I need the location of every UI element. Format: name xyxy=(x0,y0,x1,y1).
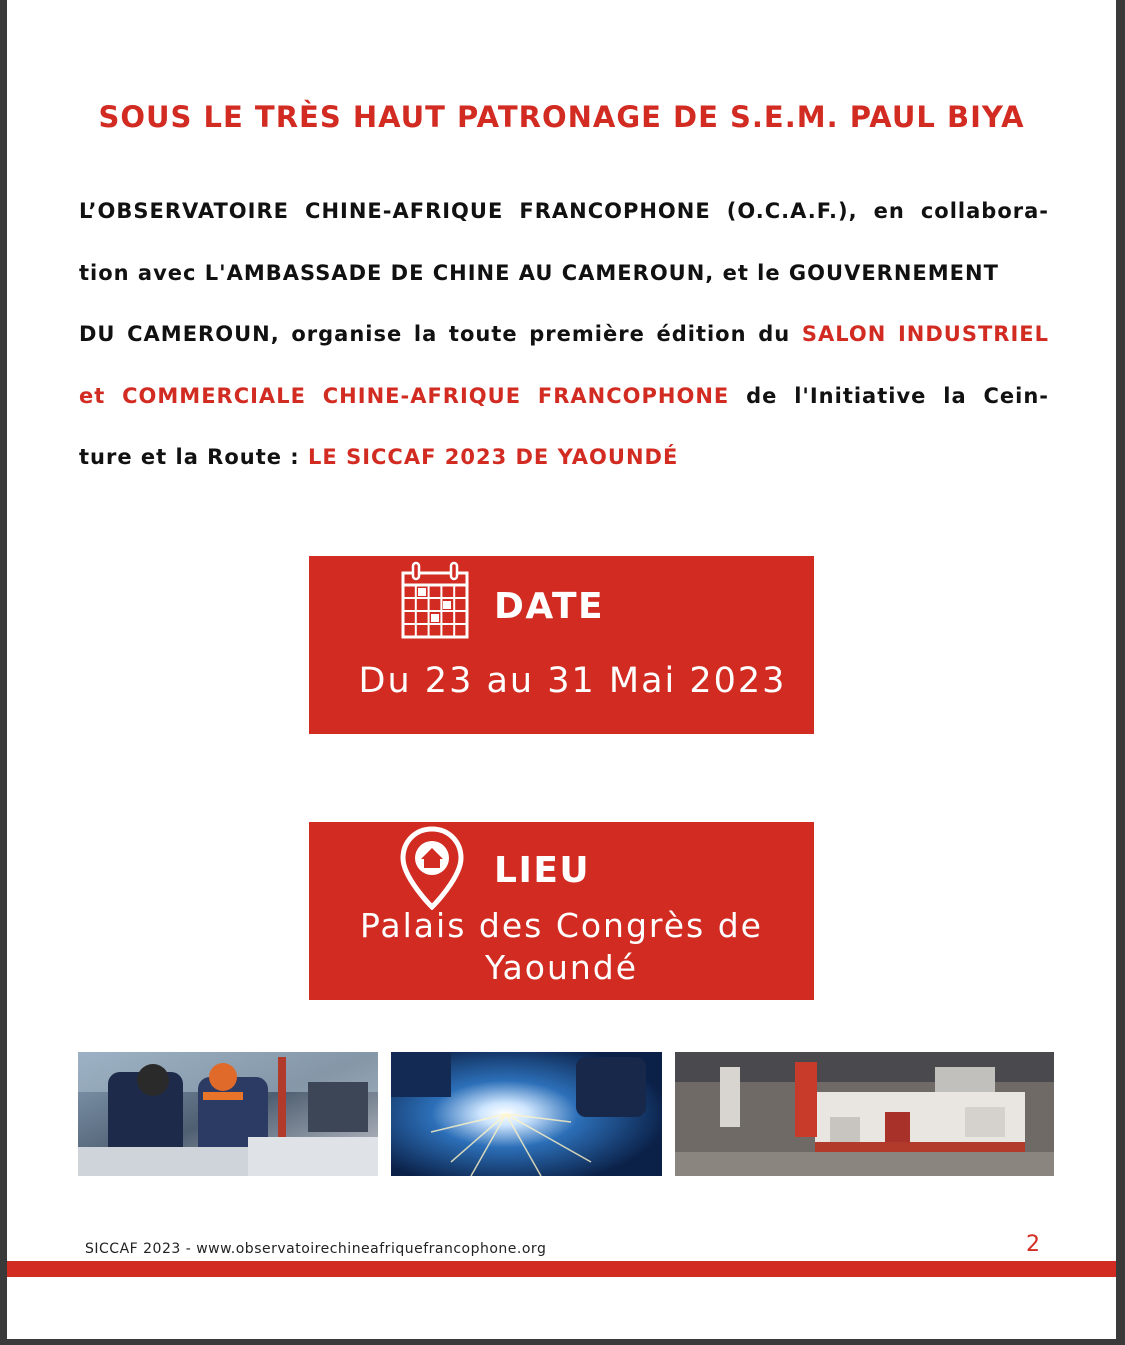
intro-highlight: LE SICCAF 2023 DE YAOUNDÉ xyxy=(308,445,679,469)
photo-welding xyxy=(391,1052,662,1176)
intro-text: ture et la Route : xyxy=(79,445,309,469)
intro-paragraph xyxy=(79,181,1049,489)
intro-line xyxy=(79,427,1049,489)
intro-text: DU CAMEROUN, organise la toute première édition du xyxy=(79,322,802,346)
photo-workers xyxy=(78,1052,378,1176)
document-page xyxy=(7,0,1116,1339)
intro-line xyxy=(79,366,1049,428)
location-line: Palais des Congrès de xyxy=(360,906,763,945)
intro-line: tion avec L'AMBASSADE DE CHINE AU CAMEROUN, et le GOUVERNEMENT xyxy=(79,260,999,285)
intro-line xyxy=(79,304,1049,366)
photo-exhibition xyxy=(675,1052,1054,1176)
date-card xyxy=(309,556,814,734)
location-pin-icon xyxy=(400,826,464,910)
footer-text: SICCAF 2023 - www.observatoirechineafriquefrancophone.org xyxy=(85,1241,547,1257)
calendar-icon xyxy=(401,561,469,639)
intro-highlight: et COMMERCIALE CHINE-AFRIQUE FRANCOPHONE xyxy=(79,383,730,408)
footer-bar xyxy=(7,1261,1116,1277)
location-line: Yaoundé xyxy=(484,948,639,987)
location-title: LIEU xyxy=(494,850,591,891)
intro-line: L’OBSERVATOIRE CHINE-AFRIQUE FRANCOPHONE (O.C.A.F.), en collabora- xyxy=(79,199,1049,223)
date-value: Du 23 au 31 Mai 2023 xyxy=(358,661,787,701)
intro-text: de l'Initiative la Cein- xyxy=(729,383,1050,408)
date-title: DATE xyxy=(494,586,605,627)
patronage-heading: SOUS LE TRÈS HAUT PATRONAGE DE S.E.M. PAUL BIYA xyxy=(98,100,1025,134)
intro-highlight: SALON INDUSTRIEL xyxy=(801,322,1050,346)
location-value xyxy=(309,905,814,989)
page-number: 2 xyxy=(1026,1232,1040,1257)
location-card xyxy=(309,822,814,1000)
